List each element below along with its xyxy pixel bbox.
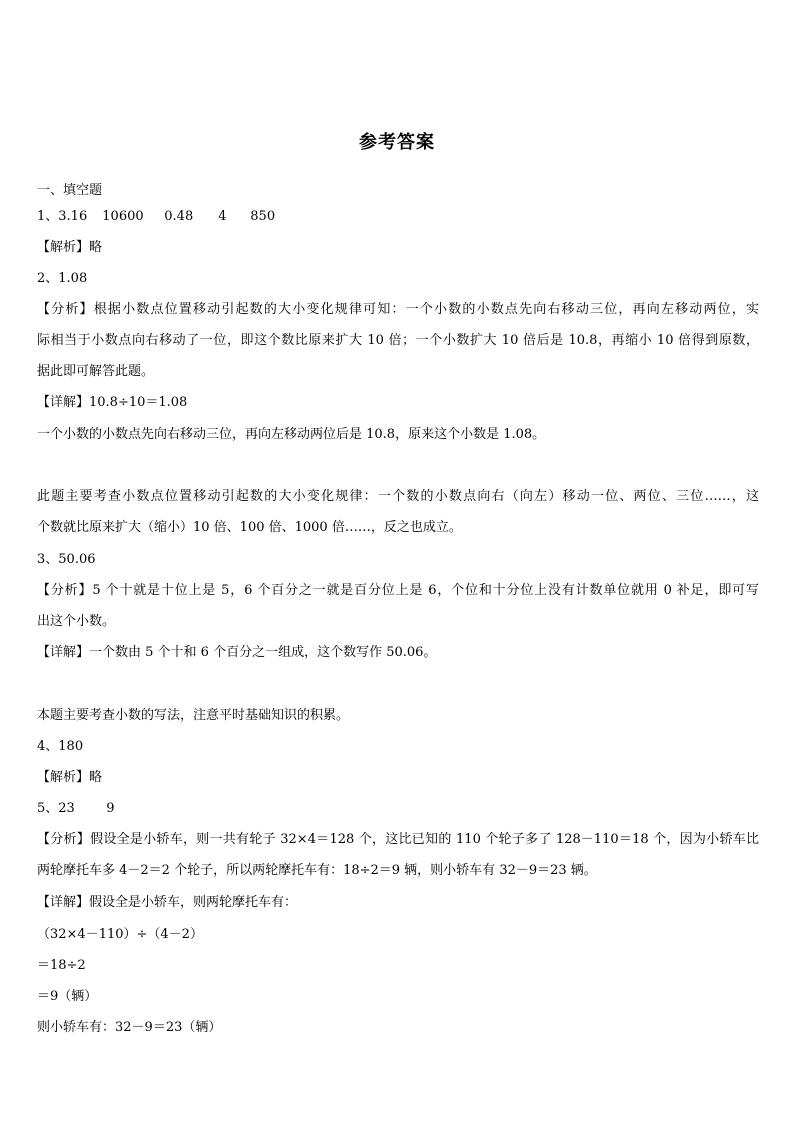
q2-summary-line-2: 个数就比原来扩大（缩小）10 倍、100 倍、1000 倍……，反之也成立。 — [37, 520, 462, 535]
q4-analysis: 【解析】略 — [37, 770, 103, 785]
q2-analysis-line-2: 际相当于小数点向右移动了一位，即这个数比原来扩大 10 倍；一个小数扩大 10 倍后是 10.8，再缩小 10 倍得到原数， — [37, 333, 759, 348]
q1-answer — [37, 208, 759, 226]
q2-answer: 2、1.08 — [37, 271, 88, 286]
q4-answer: 4、180 — [37, 739, 84, 754]
q3-analysis-line-1: 【分析】5 个十就是十位上是 5，6 个百分之一就是百分位上是 6，个位和十分位上没有计数单位就用 0 补足，即可写 — [37, 583, 759, 598]
q2-detail: 【详解】10.8÷10＝1.08 — [37, 395, 188, 410]
q1-answer-5: 850 — [250, 209, 276, 224]
q2-analysis-line-3: 据此即可解答此题。 — [37, 364, 155, 379]
q2-analysis-line-1: 【分析】根据小数点位置移动引起数的大小变化规律可知：一个小数的小数点先向右移动三位，再向左移动两位，实 — [37, 302, 759, 317]
q5-analysis-line-2: 两轮摩托车多 4－2＝2 个轮子，所以两轮摩托车有：18÷2＝9 辆，则小轿车有 32－9＝23 辆。 — [37, 863, 597, 878]
q5-detail: 【详解】假设全是小轿车，则两轮摩托车有： — [37, 895, 298, 910]
q1-analysis: 【解析】略 — [37, 240, 103, 255]
q1-answer-4: 4 — [218, 209, 227, 224]
q1-answer-2: 10600 — [102, 209, 144, 224]
q5-step-4: 则小轿车有：32－9＝23（辆） — [37, 1020, 222, 1035]
q2-summary-line-1: 此题主要考查小数点位置移动引起数的大小变化规律：一个数的小数点向右（向左）移动一位、两位、三位……，这 — [37, 489, 759, 504]
q1-answer-3: 0.48 — [164, 209, 194, 224]
q5-step-3: ＝9（辆） — [37, 989, 98, 1004]
q5-analysis-line-1: 【分析】假设全是小轿车，则一共有轮子 32×4＝128 个，这比已知的 110 个轮子多了 128－110＝18 个，因为小轿车比 — [37, 832, 759, 847]
q1-prefix: 1、 — [37, 209, 59, 224]
page-title: 参考答案 — [359, 132, 435, 153]
q5-prefix: 5、 — [37, 801, 59, 816]
section-heading: 一、填空题 — [37, 183, 103, 198]
q5-answer — [37, 800, 759, 818]
q1-answer-1: 3.16 — [58, 209, 88, 224]
q5-answer-2: 9 — [106, 801, 115, 816]
q2-detail-line: 一个小数的小数点先向右移动三位，再向左移动两位后是 10.8，原来这个小数是 1.08。 — [37, 427, 546, 442]
q5-step-1: （32×4－110）÷（4－2） — [37, 927, 203, 942]
q3-detail: 【详解】一个数由 5 个十和 6 个百分之一组成，这个数写作 50.06。 — [37, 645, 437, 660]
q3-answer: 3、50.06 — [37, 552, 96, 567]
q5-step-2: ＝18÷2 — [37, 958, 86, 973]
q5-answer-1: 23 — [58, 801, 75, 816]
q3-analysis-line-2: 出这个小数。 — [37, 614, 116, 629]
q3-summary: 本题主要考查小数的写法，注意平时基础知识的积累。 — [37, 708, 350, 723]
